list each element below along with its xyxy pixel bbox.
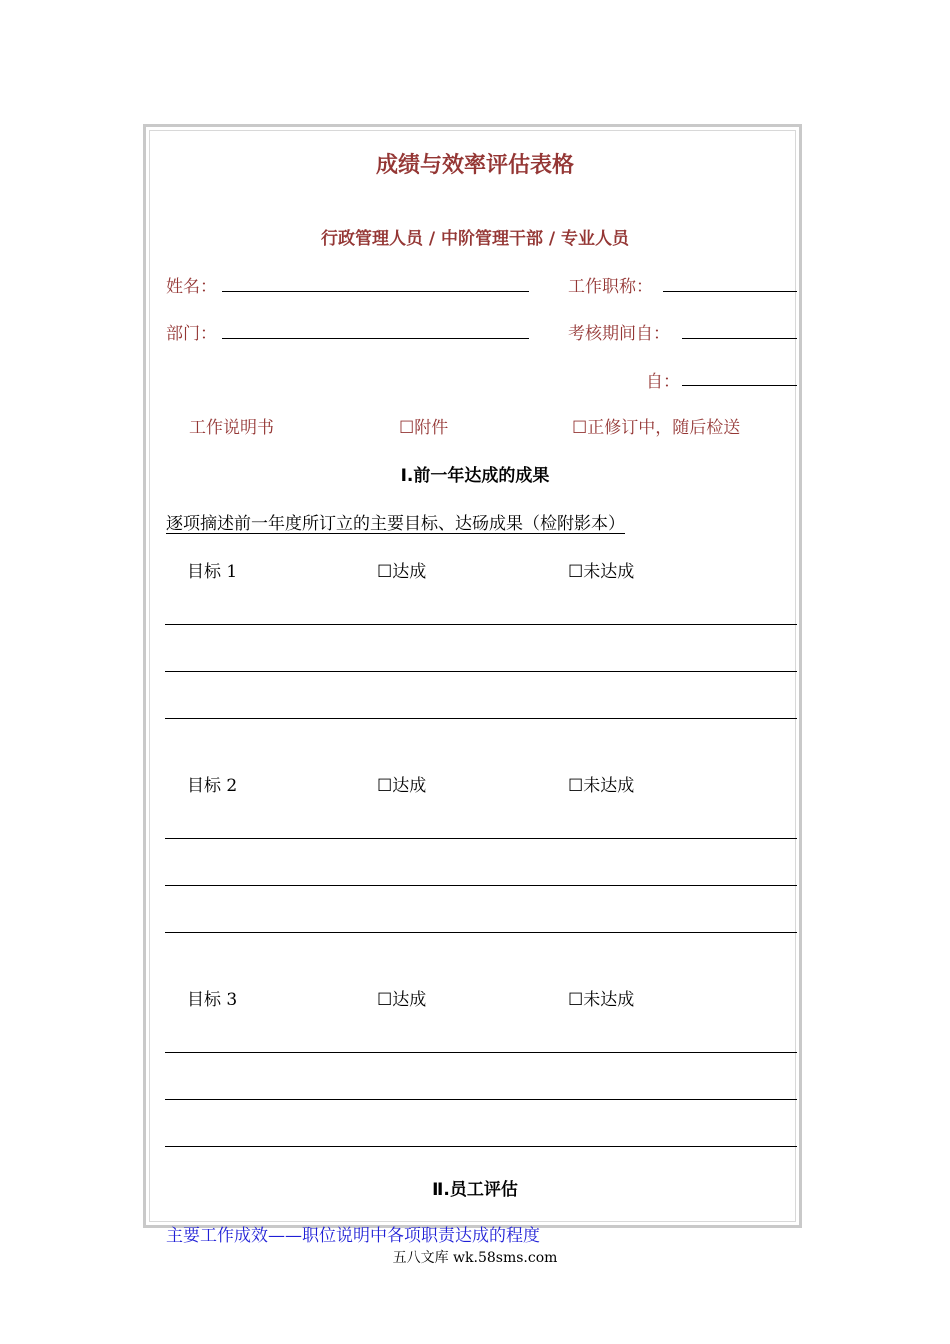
goal-2-line-2[interactable] — [165, 885, 797, 886]
goal-2-achieved-checkbox[interactable]: ☐达成 — [377, 776, 427, 796]
goal-3-line-1[interactable] — [165, 1052, 797, 1053]
form-inner-border — [149, 130, 796, 1222]
goal-1-line-1[interactable] — [165, 624, 797, 625]
section2-heading: Ⅱ.员工评估 — [432, 1180, 518, 1200]
section1-instruction: 逐项摘述前一年度所订立的主要目标、达砀成果（检附影本） — [166, 514, 625, 534]
section1-heading: Ⅰ.前一年达成的成果 — [400, 466, 550, 486]
period-to-field[interactable] — [682, 385, 797, 386]
goal-3-line-2[interactable] — [165, 1099, 797, 1100]
attached-checkbox[interactable]: ☐附件 — [399, 418, 449, 438]
form-border — [143, 124, 802, 1228]
goal-3-label: 目标 3 — [187, 990, 238, 1010]
job-description-label: 工作说明书 — [189, 418, 274, 438]
job-title-label: 工作职称： — [568, 277, 653, 297]
name-label: 姓名： — [166, 277, 217, 297]
form-subtitle: 行政管理人员 / 中阶管理干部 / 专业人员 — [320, 229, 630, 249]
form-title: 成绩与效率评估表格 — [375, 153, 574, 178]
period-to-label: 自： — [646, 372, 680, 392]
footer-watermark: 五八文库 wk.58sms.com — [392, 1250, 558, 1266]
goal-2-line-1[interactable] — [165, 838, 797, 839]
goal-1-achieved-checkbox[interactable]: ☐达成 — [377, 562, 427, 582]
goal-2-label: 目标 2 — [187, 776, 238, 796]
goal-1-not-achieved-checkbox[interactable]: ☐未达成 — [568, 562, 635, 582]
job-title-field[interactable] — [663, 291, 797, 292]
goal-2-not-achieved-checkbox[interactable]: ☐未达成 — [568, 776, 635, 796]
goal-1-line-3[interactable] — [165, 718, 797, 719]
goal-3-line-3[interactable] — [165, 1146, 797, 1147]
name-field[interactable] — [222, 291, 529, 292]
goal-3-achieved-checkbox[interactable]: ☐达成 — [377, 990, 427, 1010]
department-field[interactable] — [222, 338, 529, 339]
revising-checkbox[interactable]: ☐正修订中，随后检送 — [572, 418, 741, 438]
goal-1-line-2[interactable] — [165, 671, 797, 672]
section2-subheading: 主要工作成效——职位说明中各项职责达成的程度 — [166, 1226, 540, 1246]
department-label: 部门： — [166, 324, 217, 344]
goal-2-line-3[interactable] — [165, 932, 797, 933]
goal-1-label: 目标 1 — [187, 562, 238, 582]
goal-3-not-achieved-checkbox[interactable]: ☐未达成 — [568, 990, 635, 1010]
period-from-label: 考核期间自： — [568, 324, 670, 344]
period-from-field[interactable] — [682, 338, 797, 339]
